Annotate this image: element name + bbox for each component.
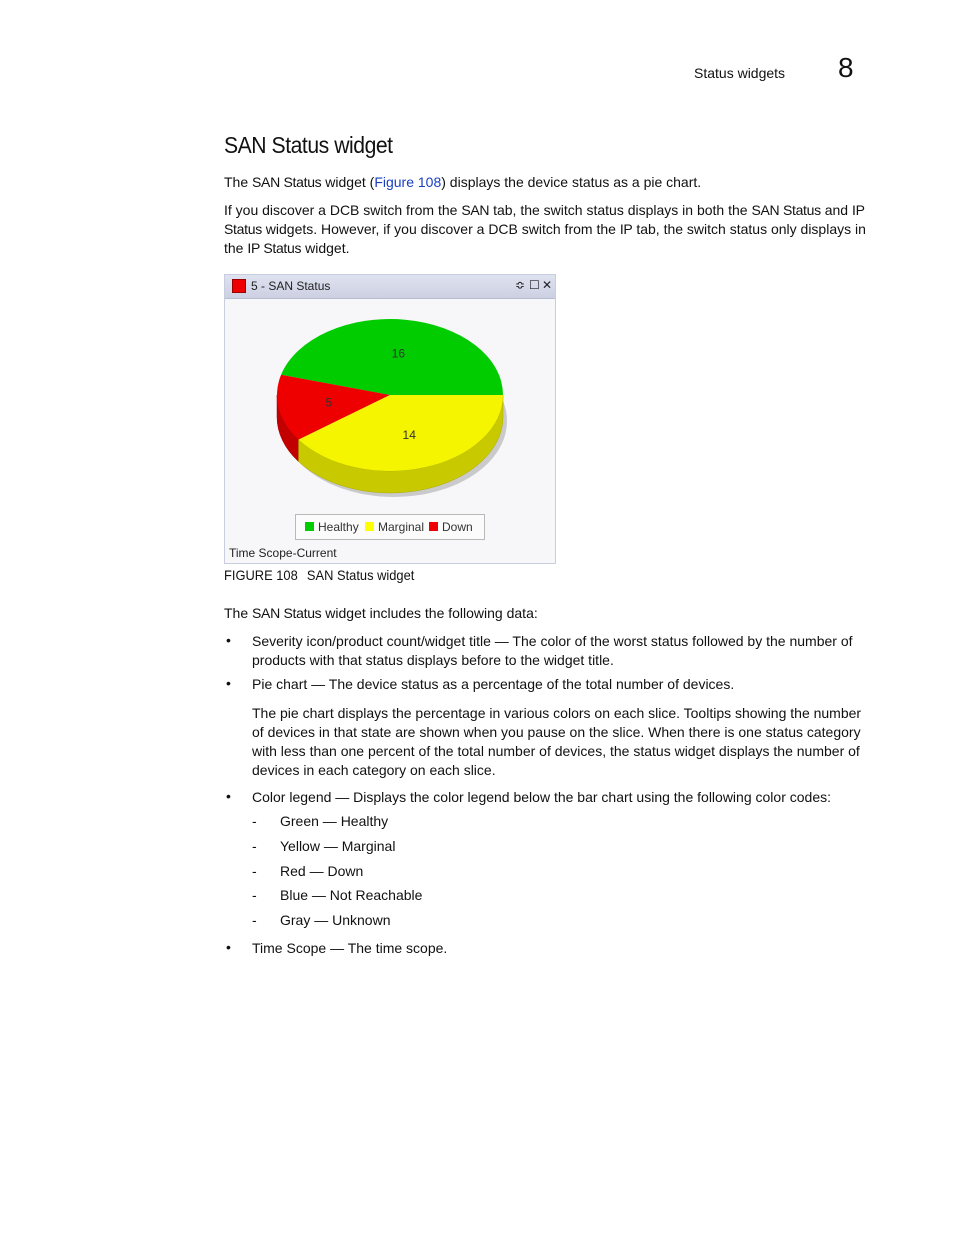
bullet-glyph: • [226,939,231,955]
pie-chart-description: The pie chart displays the percentage in various colors on each slice. Tooltips showing the number of devices in that state are shown when you pause on the slice. When there is one status category with less than one percent of the total number of devices, the status widget displays the number of devices in each category on each slice. [252,705,862,778]
widget-title: 5 - SAN Status [251,279,331,293]
collapse-icon[interactable]: ≎ [515,278,526,292]
running-header-section: Status widgets [694,65,786,81]
color-code-item: Yellow — Marginal [280,838,396,854]
dash-glyph: - [252,887,257,903]
pie-label-healthy: 16 [391,346,406,361]
section-title: SAN Status widget [224,132,393,158]
legend-label-marginal: Marginal [378,520,425,534]
pie-label-marginal: 14 [402,427,416,442]
pie-chart [225,299,555,529]
bullet-pie-chart: Pie chart — The device status as a percentage of the total number of devices. [252,676,735,692]
bullet-time-scope: Time Scope — The time scope. [252,940,448,956]
maximize-icon[interactable]: ☐ [529,278,540,292]
close-icon[interactable]: ✕ [542,278,553,292]
dash-glyph: - [252,912,257,928]
legend-swatch-marginal [365,522,374,531]
time-scope-label: Time Scope-Current [229,546,337,560]
color-code-item: Blue — Not Reachable [280,887,423,903]
dash-glyph: - [252,813,257,829]
bullet-glyph: • [226,675,231,691]
color-code-item: Green — Healthy [280,813,389,829]
bullet-glyph: • [226,788,231,804]
widget-title-bar [225,275,555,299]
dash-glyph: - [252,838,257,854]
bullet-severity-icon: Severity icon/product count/widget title — The color of the worst status followed by the number of products with that status displays before to the widget title. [252,633,853,668]
pie-label-down: 5 [325,395,333,410]
san-status-widget [224,274,556,564]
bullet-glyph: • [226,632,231,648]
severity-icon [232,279,246,293]
legend-swatch-healthy [305,522,314,531]
legend-label-down: Down [442,520,473,534]
color-code-item: Red — Down [280,863,364,879]
chart-legend [295,514,485,540]
legend-label-healthy: Healthy [318,520,359,534]
color-code-item: Gray — Unknown [280,912,391,928]
body-intro: The SAN Status widget includes the following data: [224,605,538,621]
bullet-color-legend: Color legend — Displays the color legend below the bar chart using the following color codes: [252,789,831,805]
figure-caption: FIGURE 108 SAN Status widget [224,567,415,583]
intro-paragraph-2: If you discover a DCB switch from the SAN tab, the switch status displays in both the SAN Status and IP Status widgets. However, if you discover a DCB switch from the IP tab, the switch status only displays in the IP Status widget. [224,202,866,256]
chapter-number: 8 [838,52,854,83]
figure-link[interactable]: Figure 108 [374,174,442,190]
dash-glyph: - [252,863,257,879]
intro-paragraph-1: The SAN Status widget (Figure 108) displays the device status as a pie chart. [224,174,702,190]
legend-swatch-down [429,522,438,531]
